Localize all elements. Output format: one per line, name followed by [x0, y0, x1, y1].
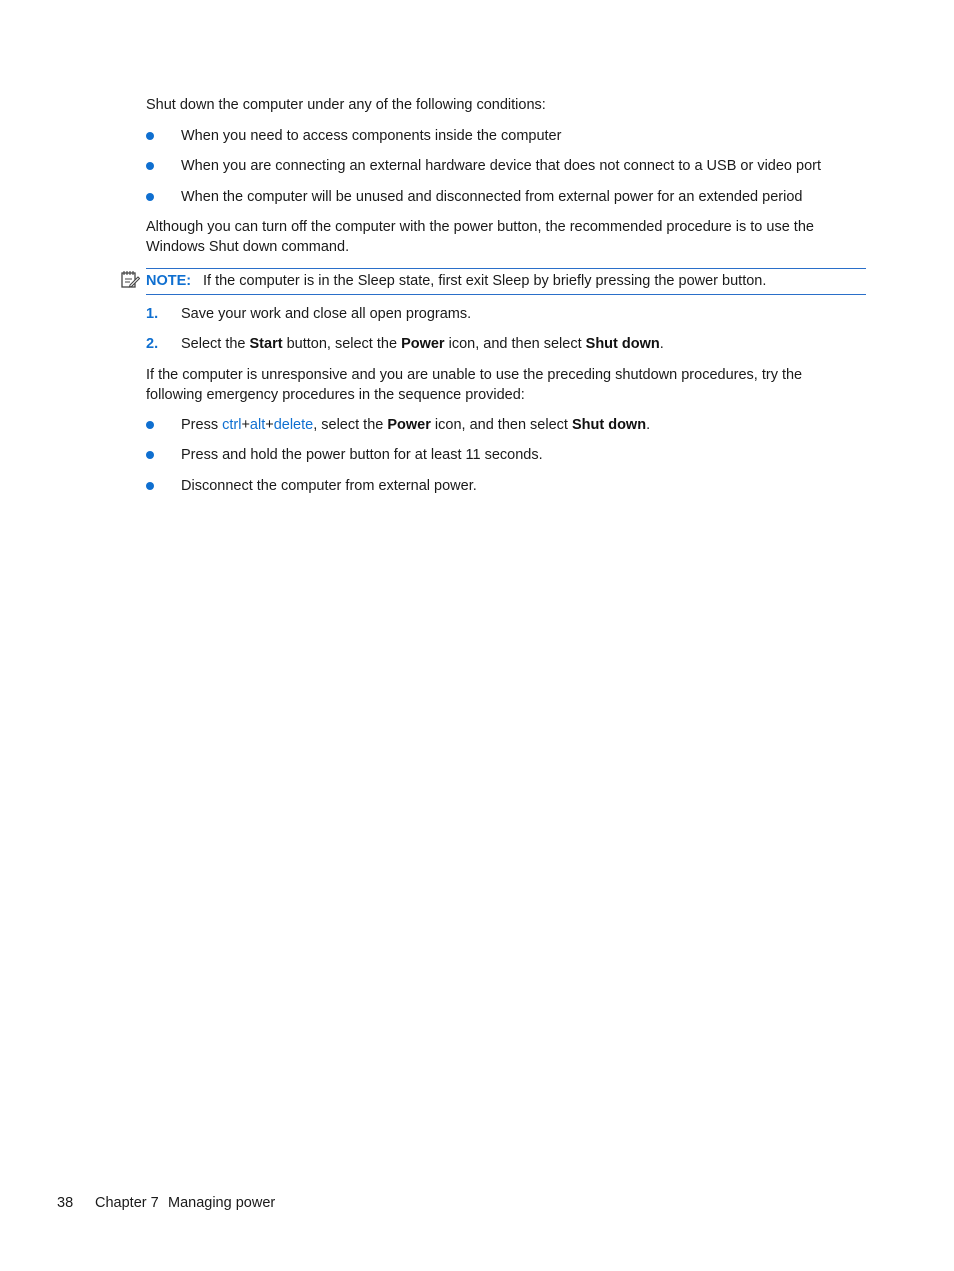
step-number: 1.	[146, 306, 159, 322]
condition-item: When you are connecting an external hardware device that does not connect to a USB or video port	[181, 158, 821, 174]
page-number: 38	[57, 1195, 74, 1211]
recommendation-text: Although you can turn off the computer with the power button, the recommended procedure is to use the Windows Shut down command.	[146, 219, 814, 255]
bullet-icon	[146, 451, 154, 459]
note-icon	[120, 269, 140, 289]
emergency-item: Disconnect the computer from external power.	[181, 478, 477, 494]
step-text-part: .	[659, 336, 664, 352]
bullet-icon	[146, 482, 154, 490]
ctrl-key: ctrl	[222, 417, 242, 433]
emergency-text-part: .	[646, 417, 651, 433]
note-label: NOTE:	[146, 273, 192, 289]
power-term: Power	[387, 417, 431, 433]
step-text-part: icon, and then select	[444, 336, 586, 352]
unresponsive-text: If the computer is unresponsive and you are unable to use the preceding shutdown procedures, try the following emergency procedures in the sequence provided:	[146, 367, 803, 403]
emergency-text-part: Press	[181, 417, 223, 433]
emergency-text-part: icon, and then select	[430, 417, 572, 433]
intro-text: Shut down the computer under any of the following conditions:	[146, 97, 546, 113]
bullet-icon	[146, 132, 154, 140]
bullet-icon	[146, 162, 154, 170]
step-text	[181, 334, 664, 354]
chapter-label: Chapter 7	[95, 1195, 159, 1211]
start-term: Start	[249, 336, 283, 352]
delete-key: delete	[273, 417, 314, 433]
step-text: Save your work and close all open programs.	[181, 306, 472, 322]
step-text-part: Select the	[181, 336, 250, 352]
bullet-icon	[146, 193, 154, 201]
step-number: 2.	[146, 336, 159, 352]
bullet-icon	[146, 421, 154, 429]
alt-key: alt	[249, 417, 266, 433]
plus-sign: +	[265, 417, 274, 433]
condition-item: When you need to access components inside the computer	[181, 128, 562, 144]
emergency-text-part: , select the	[313, 417, 388, 433]
step-text-part: button, select the	[282, 336, 402, 352]
power-term: Power	[401, 336, 445, 352]
emergency-item	[181, 415, 650, 435]
plus-sign: +	[241, 417, 250, 433]
emergency-item: Press and hold the power button for at least 11 seconds.	[181, 447, 543, 463]
note-text: If the computer is in the Sleep state, first exit Sleep by briefly pressing the power button.	[203, 273, 767, 289]
chapter-title: Managing power	[168, 1195, 276, 1211]
shut-down-term: Shut down	[571, 417, 647, 433]
condition-item: When the computer will be unused and disconnected from external power for an extended period	[181, 189, 803, 205]
shut-down-term: Shut down	[585, 336, 660, 352]
